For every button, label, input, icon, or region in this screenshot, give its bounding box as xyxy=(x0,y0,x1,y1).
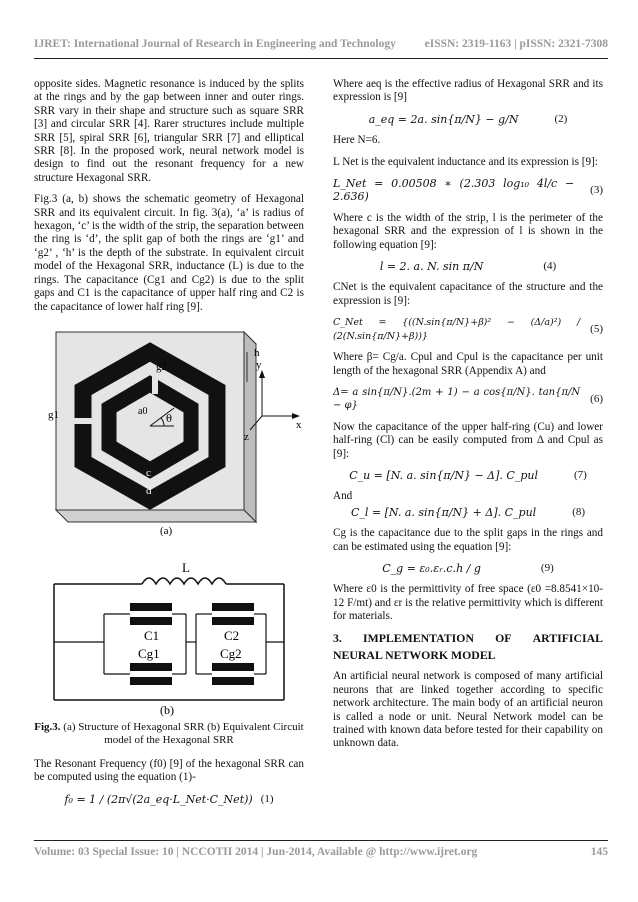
issn: eISSN: 2319-1163 | pISSN: 2321-7308 xyxy=(424,38,608,50)
equation-body: Δ= a sin{π/N}.(2m + 1) − a cos{π/N}. tan{π/N − φ} xyxy=(333,386,581,412)
paragraph: The Resonant Frequency (f0) [9] of the hexagonal SRR can be computed using the equation (1)- xyxy=(34,757,304,784)
footer-text: Volume: 03 Special Issue: 10 | NCCOTII 2014 | Jun-2014, Available @ http://www.ijret.org xyxy=(34,846,478,858)
equation-9 xyxy=(333,562,603,575)
axis-x-label: x xyxy=(296,418,302,431)
equation-6 xyxy=(333,386,603,413)
header-rule xyxy=(34,58,608,59)
figure-caption xyxy=(34,721,304,748)
equation-body: f₀ = 1 / (2π√(2a_eq·L_Net·C_Net)) xyxy=(64,792,253,806)
heading-number: 3. xyxy=(333,630,342,645)
hexagonal-srr-figure xyxy=(34,322,304,717)
paragraph: L Net is the equivalent inductance and its expression is [9]: xyxy=(333,155,598,168)
equation-body: C_g = ε₀.εᵣ.c.h / g xyxy=(382,561,481,575)
paragraph: CNet is the equivalent capacitance of the structure and the expression is [9]: xyxy=(333,281,603,307)
label-L: L xyxy=(182,559,190,575)
paragraph: Where c is the width of the strip, l is the perimeter of the hexagonal SRR and the expression of l is shown in the following equation [9]: xyxy=(333,211,603,251)
equation-8 xyxy=(333,506,603,519)
axis-y-label: y xyxy=(256,358,262,371)
left-column xyxy=(34,78,304,814)
label-g1: g1 xyxy=(48,408,59,421)
paragraph: Now the capacitance of the upper half-ring (Cu) and lower half-ring (Cl) can be easily computed from Δ and Cpul as [9]: xyxy=(333,420,603,460)
label-C2: C2 xyxy=(224,627,240,643)
heading-word: ARTIFICIAL xyxy=(532,630,603,645)
equivalent-circuit xyxy=(54,560,284,717)
equation-number: (1) xyxy=(260,792,274,805)
equation-number: (2) xyxy=(554,112,568,125)
equation-body: l = 2. a. N. sin π/N xyxy=(379,260,484,274)
equation-body: C_u = [N. a. sin{π/N} − Δ]. C_pul xyxy=(349,468,538,482)
equation-3 xyxy=(333,177,603,204)
right-column xyxy=(333,78,603,759)
footer-rule xyxy=(34,840,608,841)
label-fig-a: (a) xyxy=(160,524,173,537)
equation-2 xyxy=(333,113,603,126)
label-Cg2: Cg2 xyxy=(220,645,242,661)
heading-line-2: NEURAL NETWORK MODEL xyxy=(333,648,496,662)
equation-body: C_l = [N. a. sin{π/N} + Δ]. C_pul xyxy=(350,505,537,519)
equation-body: a_eq = 2a. sin{π/N} − g/N xyxy=(368,112,519,126)
axis-z-label: z xyxy=(244,430,249,443)
heading-word: OF xyxy=(495,630,512,645)
equation-7 xyxy=(333,469,603,482)
equation-number: (5) xyxy=(590,322,603,335)
equation-5 xyxy=(333,316,603,343)
label-a0: a0 xyxy=(138,405,148,417)
equation-4 xyxy=(333,260,603,273)
paragraph: Fig.3 (a, b) shows the schematic geometry of Hexagonal SRR and its equivalent circuit. In fig. 3(a), ‘a’ is radius of hexagon, ‘c’ is the width of the strip, the separation between the ring is ‘d’, the split gap of both the rings are ‘g1’ and ‘g2’ , ‘h’ is the depth of the substrate. In equivalent circuit model of the Hexagonal SRR, inductance (L) is due to the rings. The capacitance (Cg1 and Cg2) is due to the split gaps and C1 is the capacitance of upper half ring and C2 is the capacitance of lower half ring [9]. xyxy=(34,193,304,313)
page-footer xyxy=(34,846,608,858)
paragraph: Cg is the capacitance due to the split gaps in the rings and can be estimated using the equation [9]: xyxy=(333,527,603,553)
page-number: 145 xyxy=(590,846,608,858)
caption-text: (a) Structure of Hexagonal SRR (b) Equivalent Circuit model of the Hexagonal SRR xyxy=(60,720,304,747)
caption-label: Fig.3. xyxy=(34,720,61,733)
label-g2: g2 xyxy=(156,360,167,373)
paragraph: opposite sides. Magnetic resonance is induced by the splits at the rings and by the gap between inner and outer rings. SRR vary in their shape and structure such as square SRR [3] and circular SRR [4]. Rarer structures include multiple SRR [5], spiral SRR [6], triangular SRR [7] and elliptical SRR [8]. In the proposed work, neural network model is design to find out the resonant frequency for a new structure Hexagonal SRR. xyxy=(34,78,304,184)
heading-word: IMPLEMENTATION xyxy=(362,630,474,645)
section-heading xyxy=(333,632,603,645)
equation-body: C_Net = {((N.sin{π/N}+β)² − (Δ/a)²) / (2(N.sin{π/N}+β))} xyxy=(333,317,581,342)
equation-body: L_Net = 0.00508 ∗ (2.303 log₁₀ 4l/c − 2.636) xyxy=(333,177,575,204)
paragraph: Here N=6. xyxy=(333,134,381,147)
label-d: d xyxy=(146,484,152,497)
equation-1 xyxy=(34,793,304,806)
figure-3 xyxy=(34,322,304,717)
label-c: c xyxy=(146,466,151,479)
equation-number: (8) xyxy=(572,505,586,518)
equation-number: (4) xyxy=(543,260,557,273)
paragraph: Where β= Cg/a. Cpul and Cpul is the capacitance per unit length of the hexagonal SRR (Appendix A) and xyxy=(333,351,603,377)
label-h: h xyxy=(254,346,260,359)
page-header xyxy=(34,38,608,50)
paragraph: An artificial neural network is composed of many artificial neurons that are linked together according to specific network architecture. The main body of an artificial neuron is called a node or unit. Neural Network model can be trained with known data before tested for their capability on unknown data. xyxy=(333,670,603,750)
and-word: And xyxy=(333,490,353,503)
paragraph: Where ε0 is the permittivity of free space (ε0 =8.8541×10-12 F/mt) and εr is the relative permittivity which is different for materials. xyxy=(333,583,603,623)
journal-title: IJRET: International Journal of Research in Engineering and Technology xyxy=(34,38,396,50)
equation-number: (6) xyxy=(590,392,603,405)
equation-number: (9) xyxy=(540,561,554,574)
label-Cg1: Cg1 xyxy=(138,645,160,661)
paragraph: Where aeq is the effective radius of Hexagonal SRR and its expression is [9] xyxy=(333,78,603,104)
equation-number: (7) xyxy=(573,468,587,481)
label-theta: θ xyxy=(166,413,173,425)
equation-number: (3) xyxy=(590,183,603,196)
label-fig-b: (b) xyxy=(160,702,174,717)
label-C1: C1 xyxy=(144,627,160,643)
